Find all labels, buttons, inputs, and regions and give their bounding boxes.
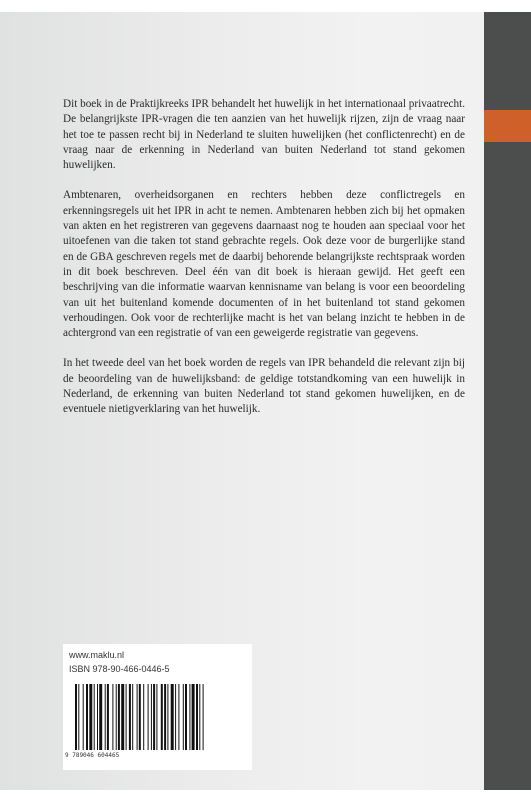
- barcode-digits: 9 789046 604465: [65, 752, 120, 759]
- blurb: [63, 97, 465, 433]
- blurb-paragraph-3: In het tweede deel van het boek worden de regels van IPR behandeld die relevant zijn bij de beoordeling van de huwelijksband: de geldige totstandkoming van een huwelijk in Nederland, de erkenning van buiten Nederland tot stand gekomen huwelijken, en de eventuele nietigverklaring van het huwelijk.: [63, 357, 465, 416]
- barcode-panel: [63, 644, 252, 770]
- blurb-paragraph-1: Dit boek in de Praktijkreeks IPR behandelt het huwelijk in het internationaal privaatrecht. De belangrijkste IPR-vragen die ten aanzien van het huwelijk rijzen, zijn de vraag naar het toe te passen recht bij in Nederland te sluiten huwelijken (het conflictenrecht) en de vraag naar de erkenning in Nederland van buiten Nederland tot stand gekomen huwelijken.: [63, 98, 465, 172]
- publisher-url: www.maklu.nl: [69, 650, 125, 660]
- bottom-edge: [0, 790, 531, 800]
- isbn-text: ISBN 978-90-466-0446-5: [69, 664, 170, 674]
- blurb-paragraph-2: Ambtenaren, overheidsorganen en rechters hebben deze conflictregels en erkenningsregels uit het IPR in acht te nemen. Ambtenaren hebben zich bij het opmaken van akten en het registreren van gegevens daarnaast nog te houden aan speciaal voor het uitoefenen van die taken tot stand gebrachte regels. Ook deze voor de burgerlijke stand en de GBA geschreven regels met de daarbij behorende belangrijkste rechtspraak worden in dit boek beschreven. Deel één van dit boek is hieraan gewijd. Het geeft een beschrijving van die informatie waarvan kennisname van belang is voor een beoordeling van uit het buitenland komende documenten of in het buitenland tot stand gekomen verhoudingen. Ook voor de rechterlijke macht is het van belang inzicht te hebben in de achtergrond van een registratie of van een geweigerde registratie van gegevens.: [63, 189, 465, 340]
- barcode-icon: [75, 684, 243, 750]
- accent-marker: [484, 110, 531, 142]
- top-edge: [0, 0, 531, 12]
